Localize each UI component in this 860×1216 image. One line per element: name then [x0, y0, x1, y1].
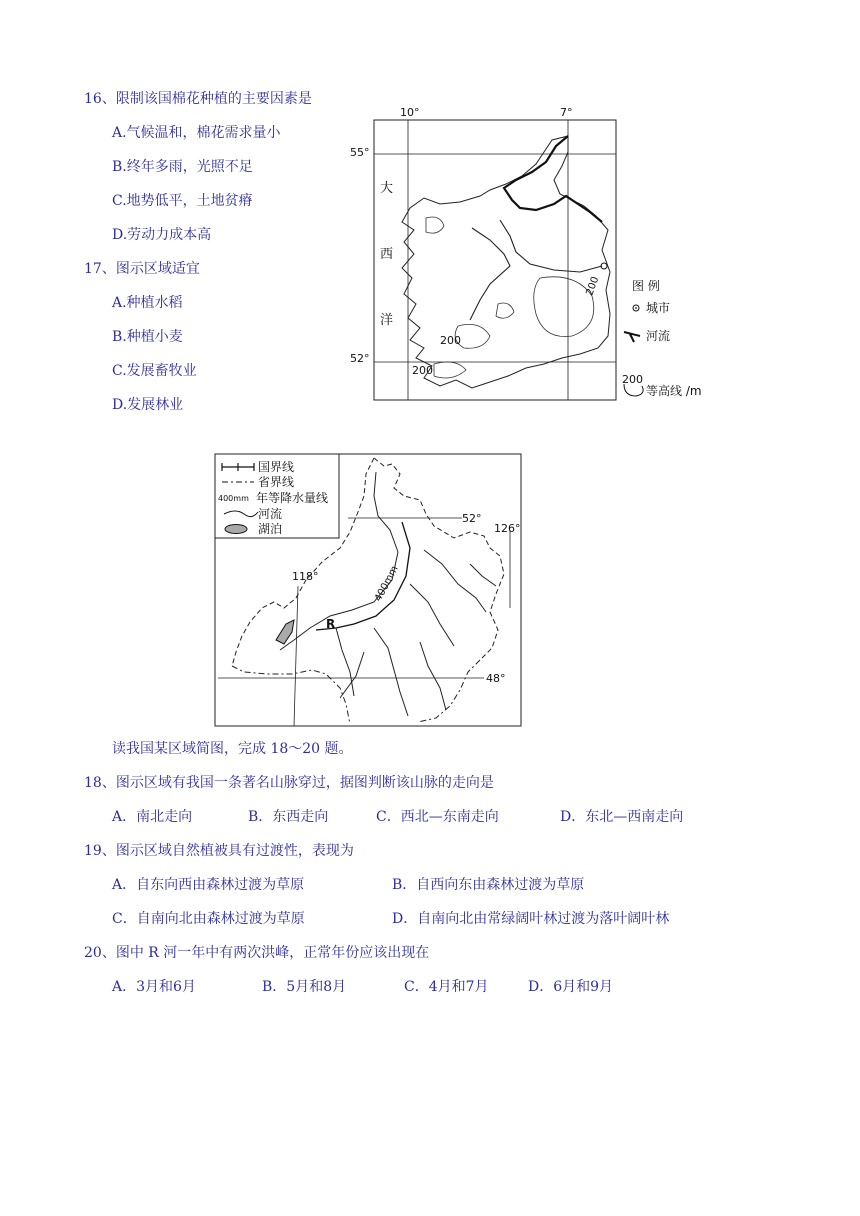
- map1-contour-4: [496, 303, 514, 318]
- q17-option-b: B.种植小麦: [112, 329, 183, 345]
- q18-option-d: D．东北—西南走向: [560, 809, 684, 825]
- q18-option-a: A．南北走向: [112, 809, 193, 825]
- map1-contour-3: [426, 217, 444, 233]
- q20-option-d: D．6月和9月: [528, 979, 614, 995]
- map1-lon-7: 7°: [560, 106, 573, 119]
- china-region-map: [214, 452, 524, 728]
- map1-river-shannon: [500, 220, 602, 272]
- q17-option-c: C.发展畜牧业: [112, 363, 197, 379]
- map2-legend-river: 河流: [258, 507, 283, 521]
- map1-legend-title: 图 例: [632, 279, 660, 293]
- map2-lon-118: 118°: [292, 570, 319, 583]
- lake-icon: [225, 525, 247, 534]
- map1-legend-contour-value: 200: [622, 373, 643, 386]
- map2-legend-lake: 湖泊: [258, 522, 283, 536]
- map1-legend-city: 城市: [646, 301, 671, 315]
- map1-contour-label-1: 200: [440, 334, 461, 347]
- map1-contour-5: [434, 362, 466, 378]
- map2-legend-province: 省界线: [258, 475, 295, 489]
- q16-option-c: C.地势低平，土地贫瘠: [112, 193, 253, 209]
- q18-option-c: C．西北—东南走向: [376, 809, 499, 825]
- map1-coastline: [402, 136, 610, 388]
- map2-legend-isohyet: 年等降水量线: [256, 491, 329, 505]
- q19-option-a: A．自东向西由森林过渡为草原: [112, 877, 305, 893]
- intro-text: 读我国某区域简图，完成 18～20 题。: [112, 741, 353, 757]
- q20-option-a: A．3月和6月: [112, 979, 196, 995]
- q17-option-d: D.发展林业: [112, 397, 184, 413]
- map1-lat-55: 55°: [350, 146, 370, 159]
- map1-ocean-char-2: 西: [380, 247, 394, 262]
- map1-contour-label-2: 200: [412, 364, 433, 377]
- map1-legend-contour: 等高线 /m: [646, 384, 702, 398]
- q16-option-b: B.终年多雨，光照不足: [112, 159, 253, 175]
- map1-legend-river: 河流: [646, 329, 671, 343]
- q16-option-d: D.劳动力成本高: [112, 227, 212, 243]
- map2-lon-126: 126°: [494, 522, 521, 535]
- map1-ocean-char-1: 大: [380, 181, 394, 196]
- q19-option-b: B．自西向东由森林过渡为草原: [392, 877, 585, 893]
- map1-contour-1: [534, 277, 594, 337]
- q16-option-a: A.气候温和，棉花需求量小: [112, 125, 281, 141]
- map2-isohyet-label: 400mm: [372, 564, 401, 604]
- q19-stem: 19、图示区域自然植被具有过渡性，表现为: [84, 843, 354, 859]
- q19-option-d: D．自南向北由常绿阔叶林过渡为落叶阔叶林: [392, 911, 670, 927]
- map2-legend-border: 国界线: [258, 460, 295, 474]
- map1-contour-label-3: 200: [584, 275, 602, 298]
- ireland-map: [340, 100, 730, 410]
- map2-legend-isohyet-value: 400mm: [218, 494, 249, 503]
- q20-stem: 20、图中 R 河一年中有两次洪峰，正常年份应该出现在: [84, 945, 430, 961]
- river-icon: [624, 332, 640, 342]
- q20-option-c: C．4月和7月: [404, 979, 489, 995]
- map1-ocean-char-3: 洋: [380, 313, 394, 328]
- map2-lat-48: 48°: [486, 672, 506, 685]
- q17-stem: 17、图示区域适宜: [84, 261, 200, 277]
- q20-option-b: B．5月和8月: [262, 979, 347, 995]
- q16-stem: 16、限制该国棉花种植的主要因素是: [84, 91, 312, 107]
- map2-river-label-r: R: [326, 617, 336, 631]
- map1-border: [504, 136, 602, 222]
- q17-option-a: A.种植水稻: [112, 295, 183, 311]
- map1-lon-10: 10°: [400, 106, 420, 119]
- map1-lat-52: 52°: [350, 352, 370, 365]
- map2-lat-52: 52°: [462, 512, 482, 525]
- q19-option-c: C．自南向北由森林过渡为草原: [112, 911, 305, 927]
- map1-river-2: [470, 228, 510, 320]
- map1-frame: [374, 120, 616, 400]
- q18-option-b: B．东西走向: [248, 809, 329, 825]
- q18-stem: 18、图示区域有我国一条著名山脉穿过，据图判断该山脉的走向是: [84, 775, 494, 791]
